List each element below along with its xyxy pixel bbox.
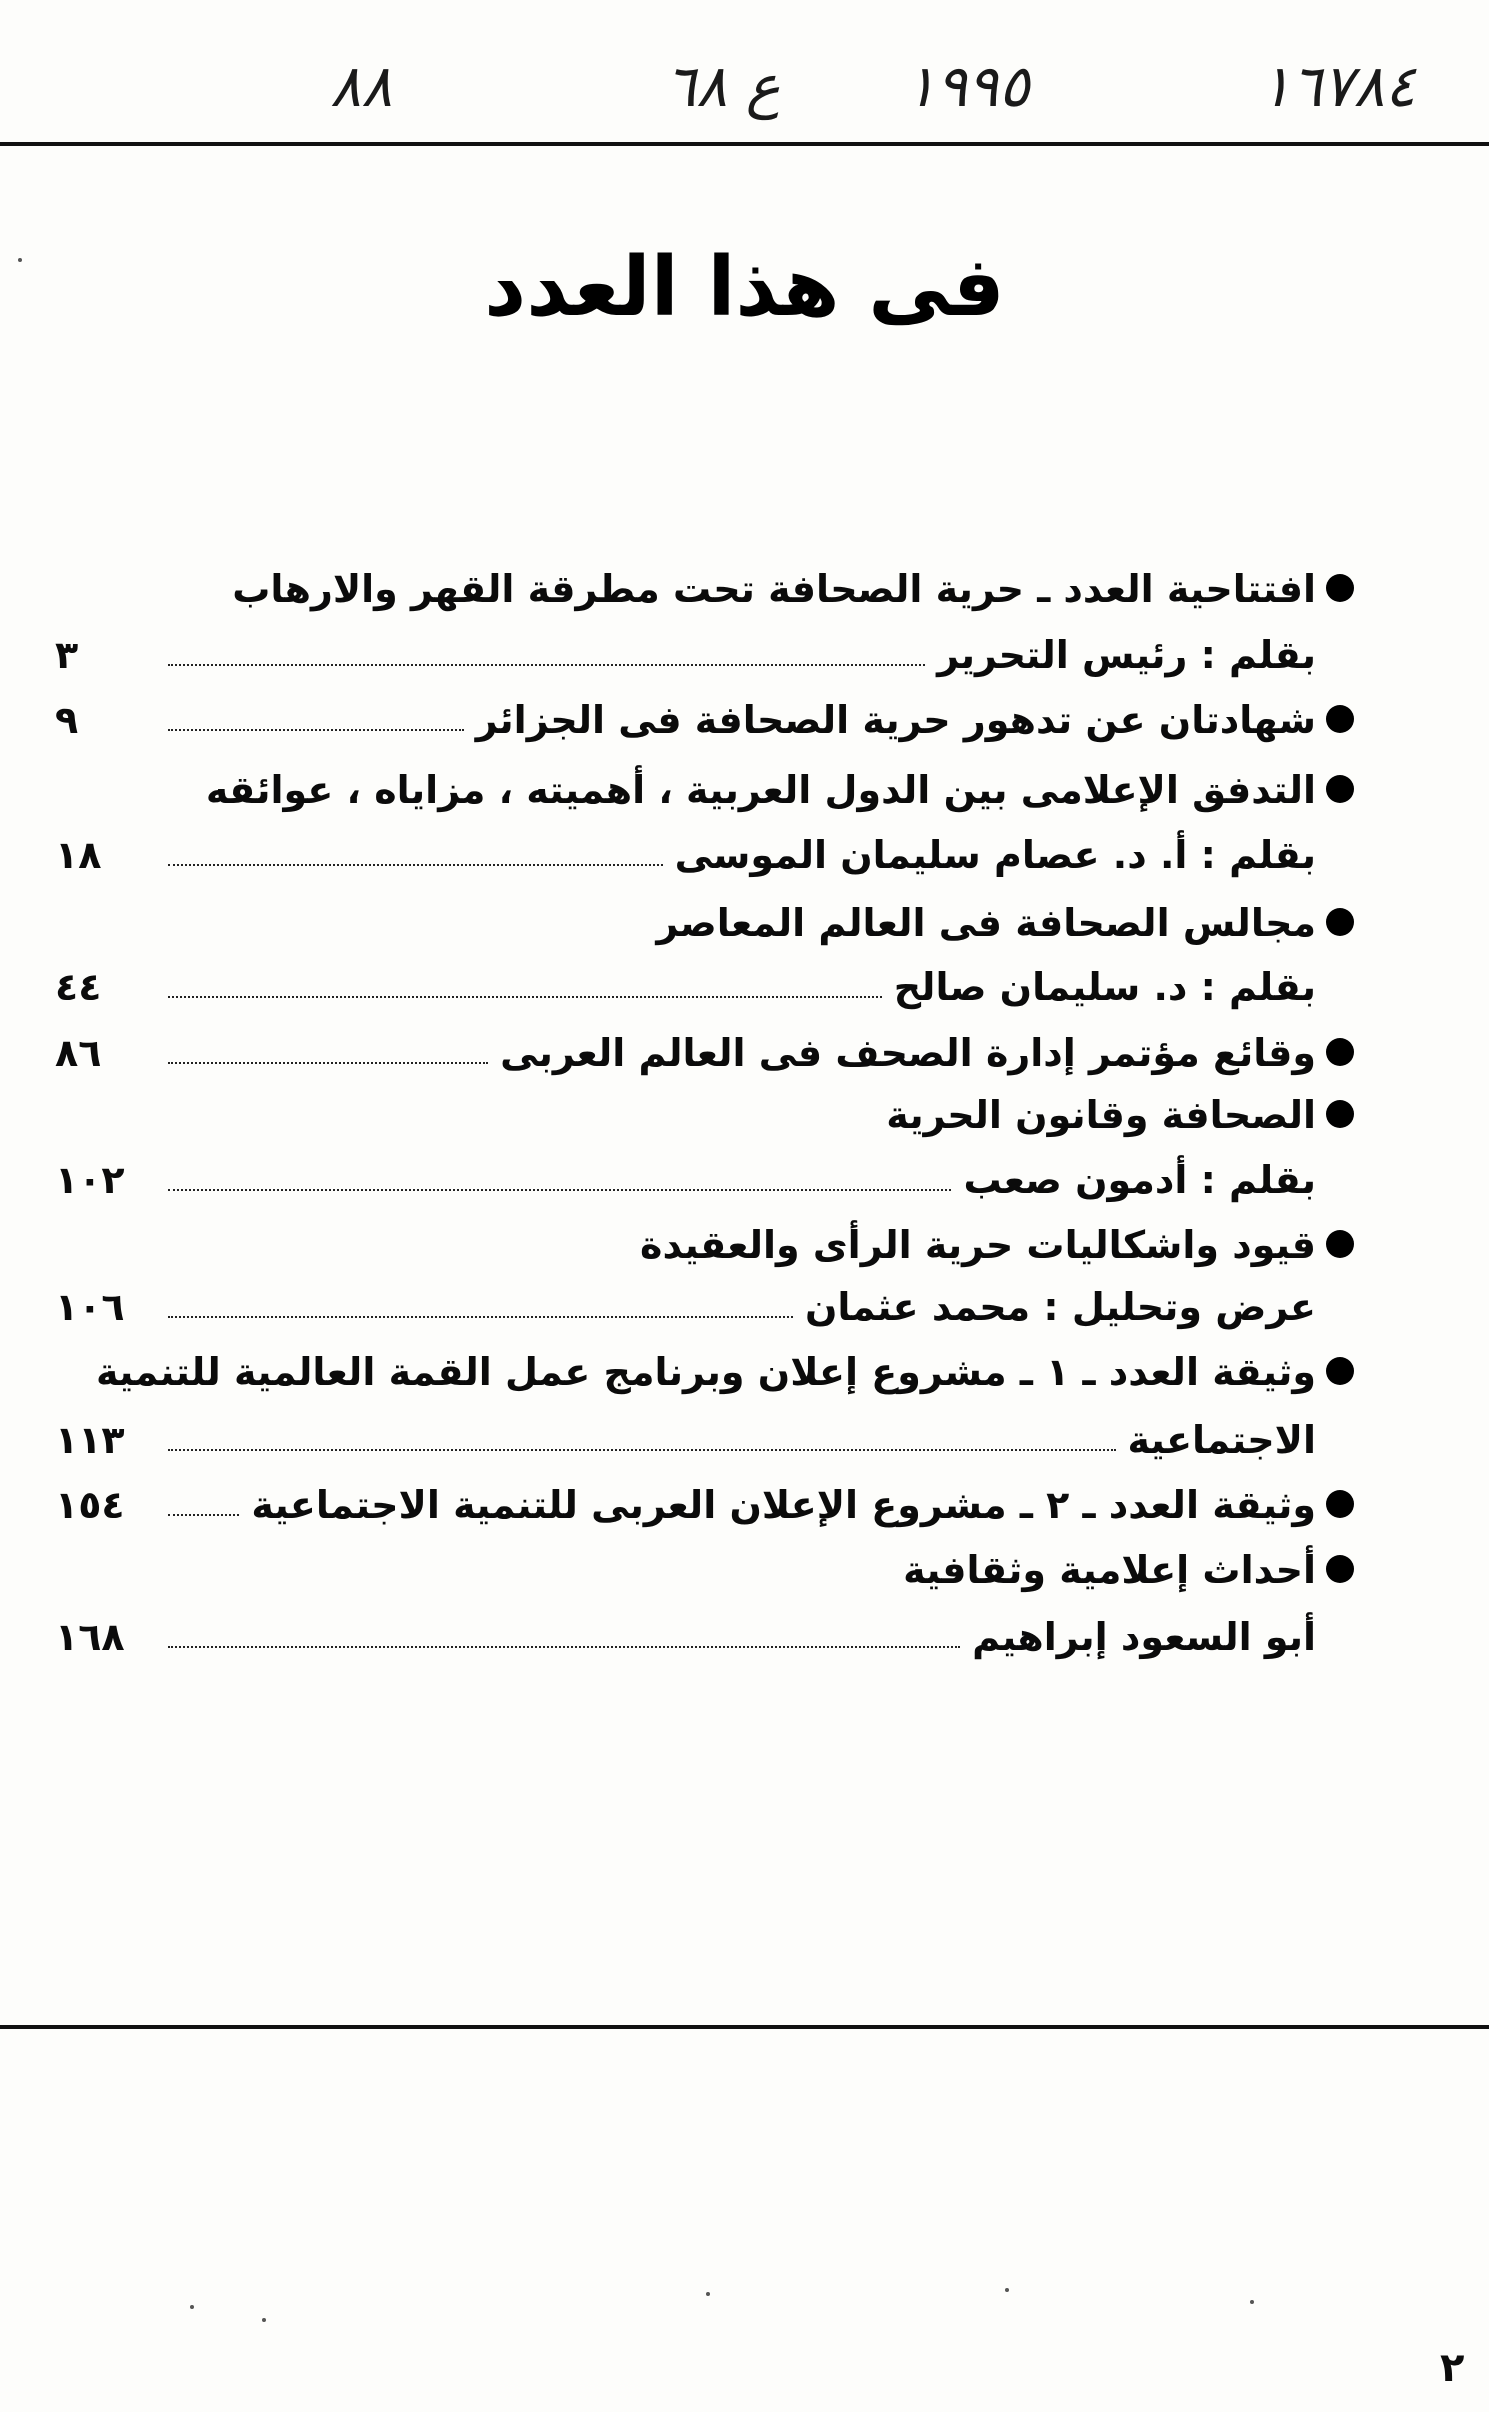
toc-entry-author-text: أبو السعود إبراهيم — [972, 1615, 1316, 1659]
toc-page-number: ١٠٦ — [55, 1285, 125, 1329]
dot-leader — [168, 1189, 951, 1191]
toc-entry-author-text: بقلم : أدمون صعب — [963, 1158, 1316, 1202]
scan-speck — [1250, 2300, 1254, 2304]
dot-leader — [168, 1449, 1116, 1451]
toc-page-number: ٩ — [55, 698, 79, 742]
toc-entry-title: الصحافة وقانون الحرية — [886, 1093, 1316, 1137]
page-number-footer: ٢ — [1440, 2345, 1465, 2391]
toc-entry-author — [55, 1133, 1354, 1202]
scan-speck — [262, 2318, 266, 2322]
dot-leader — [168, 664, 925, 666]
top-rule — [0, 142, 1489, 146]
toc-entry-continuation — [55, 1393, 1354, 1462]
handwritten-year: ١٩٩٥ — [905, 52, 1030, 120]
toc-entry-title: أحداث إعلامية وثقافية — [903, 1548, 1316, 1592]
toc-page-number: ١١٣ — [55, 1418, 125, 1462]
bullet-icon — [1326, 574, 1354, 602]
bullet-icon — [1326, 908, 1354, 936]
toc-entry — [55, 1523, 1354, 1592]
toc-entry-author — [55, 808, 1354, 877]
toc-entry-title: وثيقة العدد ـ ١ ـ مشروع إعلان وبرنامج عمل القمة العالمية للتنمية — [95, 1350, 1316, 1394]
toc-page-number: ٨٦ — [55, 1031, 102, 1075]
scan-speck — [706, 2292, 710, 2296]
handwritten-mark-middle: ع ٦٨ — [665, 52, 781, 120]
toc-page-number: ٤٤ — [55, 965, 102, 1009]
page-title: فى هذا العدد — [484, 240, 1005, 335]
bottom-rule — [0, 2025, 1489, 2029]
toc-entry-author-text: عرض وتحليل : محمد عثمان — [804, 1285, 1316, 1329]
dot-leader — [168, 1514, 239, 1516]
bullet-icon — [1326, 1230, 1354, 1258]
bullet-icon — [1326, 1490, 1354, 1518]
scan-speck — [1005, 2288, 1009, 2292]
dot-leader — [168, 996, 882, 998]
toc-entry-title: قيود واشكاليات حرية الرأى والعقيدة — [640, 1223, 1316, 1267]
handwritten-mark-right: ١٦٧٨٤ — [1260, 52, 1416, 120]
toc-entry-title: وقائع مؤتمر إدارة الصحف فى العالم العربى — [500, 1031, 1316, 1075]
bullet-icon — [1326, 1555, 1354, 1583]
toc-entry — [55, 1325, 1354, 1394]
dot-leader — [168, 1316, 793, 1318]
toc-entry-author — [55, 1590, 1354, 1659]
toc-entry-title: شهادتان عن تدهور حرية الصحافة فى الجزائر — [475, 698, 1316, 742]
toc-entry-author-text: بقلم : رئيس التحرير — [937, 633, 1316, 677]
toc-entry — [55, 673, 1354, 742]
toc-entry — [55, 743, 1354, 812]
toc-entry-title: مجالس الصحافة فى العالم المعاصر — [656, 901, 1316, 945]
toc-page-number: ١٠٢ — [55, 1158, 125, 1202]
toc-page-number: ١٥٤ — [55, 1483, 125, 1527]
scan-speck — [190, 2305, 194, 2309]
handwritten-mark-left: ٨٨ — [330, 52, 393, 120]
bullet-icon — [1326, 705, 1354, 733]
scan-speck — [18, 258, 22, 262]
bullet-icon — [1326, 1038, 1354, 1066]
dot-leader — [168, 1062, 488, 1064]
toc-entry — [55, 1068, 1354, 1137]
toc-page-number: ١٦٨ — [55, 1615, 125, 1659]
toc-entry-author — [55, 1260, 1354, 1329]
bullet-icon — [1326, 1100, 1354, 1128]
dot-leader — [168, 1646, 960, 1648]
toc-entry-title: وثيقة العدد ـ ٢ ـ مشروع الإعلان العربى للتنمية الاجتماعية — [251, 1483, 1316, 1527]
toc-entry — [55, 542, 1354, 611]
toc-page-number: ٣ — [55, 633, 79, 677]
dot-leader — [168, 864, 663, 866]
toc-entry-title: افتتاحية العدد ـ حرية الصحافة تحت مطرقة القهر والارهاب — [232, 567, 1316, 611]
toc-entry — [55, 1006, 1354, 1075]
toc-entry-title: التدفق الإعلامى بين الدول العربية ، أهميته ، مزاياه ، عوائقه — [205, 768, 1316, 812]
toc-entry-continuation-text: الاجتماعية — [1127, 1418, 1316, 1462]
toc-entry-author — [55, 940, 1354, 1009]
toc-entry-author-text: بقلم : د. سليمان صالح — [893, 965, 1316, 1009]
bullet-icon — [1326, 1357, 1354, 1385]
toc-entry — [55, 1198, 1354, 1267]
toc-entry — [55, 876, 1354, 945]
dot-leader — [168, 729, 464, 731]
toc-entry-author-text: بقلم : أ. د. عصام سليمان الموسى — [674, 833, 1316, 877]
bullet-icon — [1326, 775, 1354, 803]
toc-page-number: ١٨ — [55, 833, 102, 877]
toc-entry — [55, 1458, 1354, 1527]
toc-entry-author — [55, 608, 1354, 677]
